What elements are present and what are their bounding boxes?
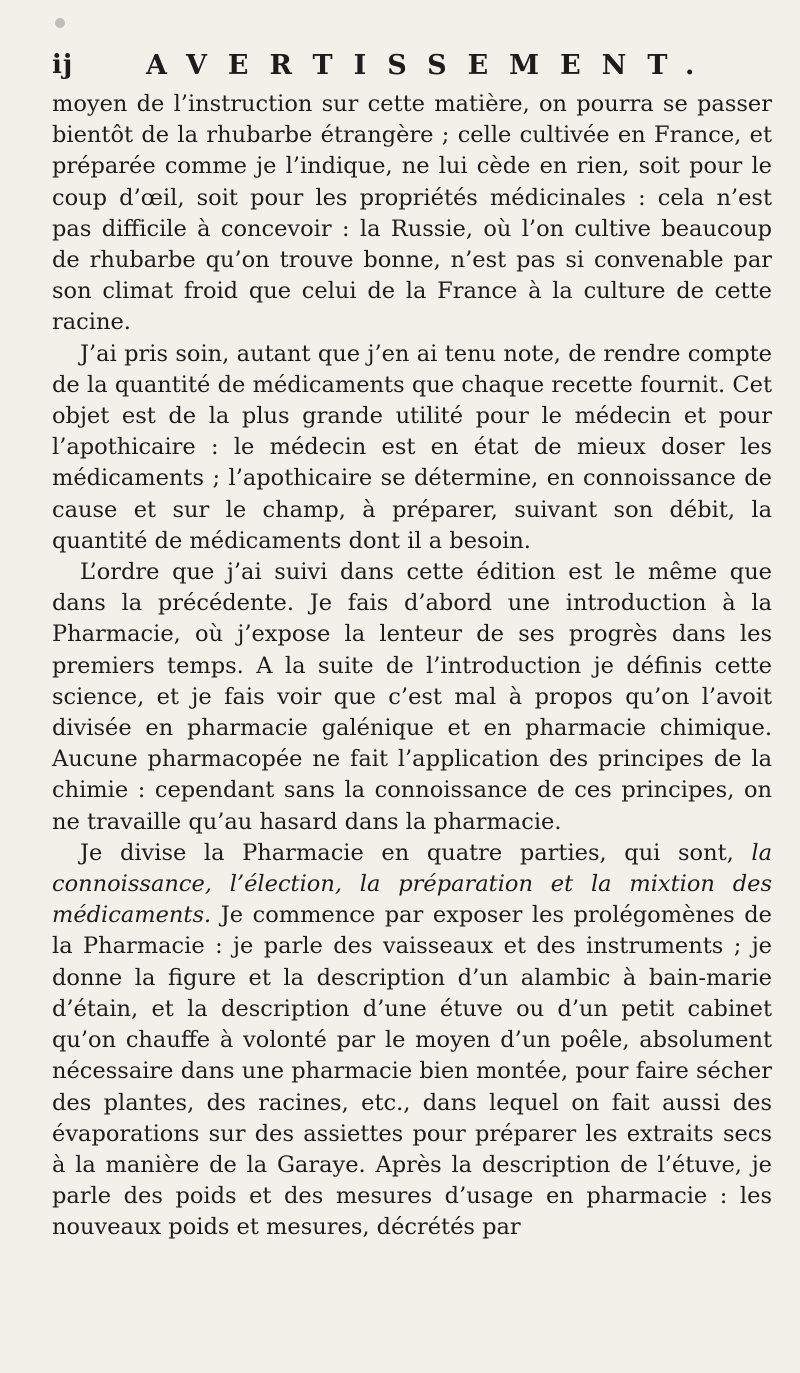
paragraph-4	[52, 838, 772, 1244]
page-header	[52, 44, 770, 84]
paragraph-2	[52, 339, 772, 557]
body-text	[52, 89, 772, 1244]
page-number: ij	[52, 50, 74, 80]
paragraph-3	[52, 557, 772, 838]
ink-mark	[55, 18, 65, 28]
paragraph-4-text-a: Je divise la Pharmacie en quatre parties, qui sont,	[80, 839, 752, 866]
paragraph-1-text: moyen de l’instruction sur cette matière, on pourra se passer bientôt de la rhubarbe étrangère ; celle cultivée en France, et préparée comme je l’indique, ne lui cède en rien, soit pour le coup d’œil, soit pour les propriétés médicinales : cela n’est pas difficile à concevoir : la Russie, où l’on cultive beaucoup de rhubarbe qu’on trouve bonne, n’est pas si convenable par son climat froid que celui de la France à la culture de cette racine.	[52, 91, 772, 336]
paragraph-2-text: J’ai pris soin, autant que j’en ai tenu note, de rendre compte de la quantité de médicaments que chaque recette fournit. Cet objet est de la plus grande utilité pour le médecin et pour l’apothicaire : le médecin est en état de mieux doser les médicaments ; l’apothicaire se détermine, en connoissance de cause et sur le champ, à préparer, suivant son débit, la quantité de médicaments dont il a besoin.	[52, 340, 772, 554]
paragraph-4-text-b: Je commence par exposer les prolégomènes de la Pharmacie : je parle des vaisseaux et des instruments ; je donne la figure et la description d’un alambic à bain-marie d’étain, et la description d’une étuve ou d’un petit cabinet qu’on chauffe à volonté par le moyen d’un poêle, absolument nécessaire dans une pharmacie bien montée, pour faire sécher des plantes, des racines, etc., dans lequel on fait aussi des évaporations sur des assiettes pour préparer les extraits secs à la manière de la Garaye. Après la description de l’étuve, je parle des poids et des mesures d’usage en pharmacie : les nouveaux poids et mesures, décrétés par	[52, 902, 772, 1241]
paragraph-3-text: L’ordre que j’ai suivi dans cette édition est le même que dans la précédente. Je fais d’abord une introduction à la Pharmacie, où j’expose la lenteur de ses progrès dans les premiers temps. A la suite de l’introduction je définis cette science, et je fais voir que c’est mal à propos qu’on l’avoit divisée en pharmacie galénique et en pharmacie chimique. Aucune pharmacopée ne fait l’application des principes de la chimie : cependant sans la connoissance de ces principes, on ne travaille qu’au hasard dans la pharmacie.	[52, 559, 772, 835]
paragraph-1	[52, 89, 772, 339]
paragraph-4-italic-terms: la connoissance, l’élection, la préparation et la mixtion des médicaments.	[52, 839, 772, 929]
running-title: AVERTISSEMENT.	[146, 50, 716, 81]
